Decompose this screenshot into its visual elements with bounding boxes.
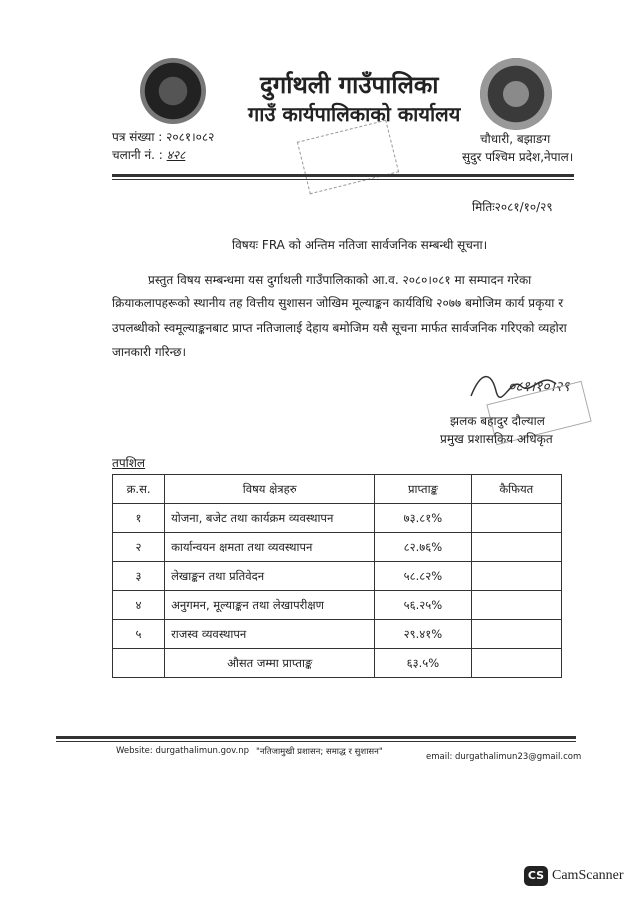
col-area: विषय क्षेत्रहरु [165, 475, 375, 504]
table-header-row [113, 475, 562, 504]
table-row: ५ राजस्व व्यवस्थापन २९.४१% [113, 620, 562, 649]
signature-date: ०८१।१०।२९ [508, 379, 570, 395]
table-row: ४ अनुगमन, मूल्याङ्कन तथा लेखापरीक्षण ५६.२५% [113, 591, 562, 620]
col-serial: क्र.स. [113, 475, 165, 504]
address-line-1: चौधारी, बझाङग [480, 132, 551, 146]
col-remark: कैफियत [471, 475, 561, 504]
body-line-1: प्रस्तुत विषय सम्बन्धमा यस दुर्गाथली गाउँपालिकाको आ.व. २०८०।०८१ मा सम्पादन गरेका [148, 273, 532, 287]
fra-results-table [112, 474, 562, 678]
signatory-designation: प्रमुख प्रशासकिय अधिकृत [440, 432, 553, 446]
subject-line: विषयः FRA को अन्तिम नतिजा सार्वजनिक सम्बन्धी सूचना। [232, 238, 488, 252]
office-title: दुर्गाथली गाउँपालिका [260, 71, 439, 99]
camscanner-icon: CS [524, 866, 548, 886]
letter-number: पत्र संख्या : २०८१।०८२ [112, 130, 215, 144]
body-line-3: उपलब्धीको स्वमूल्याङ्कनबाट प्राप्त नतिजालाई देहाय बमोजिम यसै सूचना मार्फत सार्वजनिक गरिएको व्यहोरा [112, 321, 567, 335]
footer-divider [56, 736, 576, 739]
total-score: ६३.५% [375, 649, 471, 678]
header-divider [112, 174, 574, 177]
municipality-seal-logo [480, 58, 552, 130]
table-total-row [113, 649, 562, 678]
footer-website: Website: durgathalimun.gov.np [116, 746, 250, 756]
col-score: प्राप्ताङ्क [375, 475, 471, 504]
footer-email: email: durgathalimun23@gmail.com [426, 752, 582, 762]
table-row: १ योजना, बजेट तथा कार्यक्रम व्यवस्थापन ७३.८१% [113, 504, 562, 533]
dispatch-number: चलानी नं. : ४२८ [112, 148, 186, 162]
table-row: ३ लेखाङ्कन तथा प्रतिवेदन ५८.८२% [113, 562, 562, 591]
office-subtitle: गाउँ कार्यपालिकाको कार्यालय [248, 102, 461, 126]
body-line-4: जानकारी गरिन्छ। [112, 345, 186, 359]
letter-date: मितिः२०८१/१०/२९ [472, 200, 553, 214]
address-line-2: सुदुर पश्चिम प्रदेश,नेपाल। [462, 150, 574, 164]
office-stamp [297, 120, 399, 195]
header-divider-thin [112, 179, 574, 180]
table-caption: तपशिल [112, 456, 146, 470]
footer-divider-thin [56, 741, 576, 742]
body-line-2: क्रियाकलापहरूको स्थानीय तह वित्तीय सुशासन जोखिम मूल्याङ्कन कार्यविधि २०७७ बमोजिम कार्य प्रकृया र [112, 296, 564, 310]
signatory-name: झलक बहादुर दौल्याल [450, 414, 545, 428]
nepal-emblem-logo [140, 58, 206, 124]
camscanner-label: CamScanner [552, 868, 624, 883]
table-row: २ कार्यान्वयन क्षमता तथा व्यवस्थापन ८२.७६% [113, 533, 562, 562]
total-label: औसत जम्मा प्राप्ताङ्क [165, 649, 375, 678]
footer-motto: "नतिजामुखी प्रशासन; समाद्ध र सुशासन" [256, 747, 383, 757]
